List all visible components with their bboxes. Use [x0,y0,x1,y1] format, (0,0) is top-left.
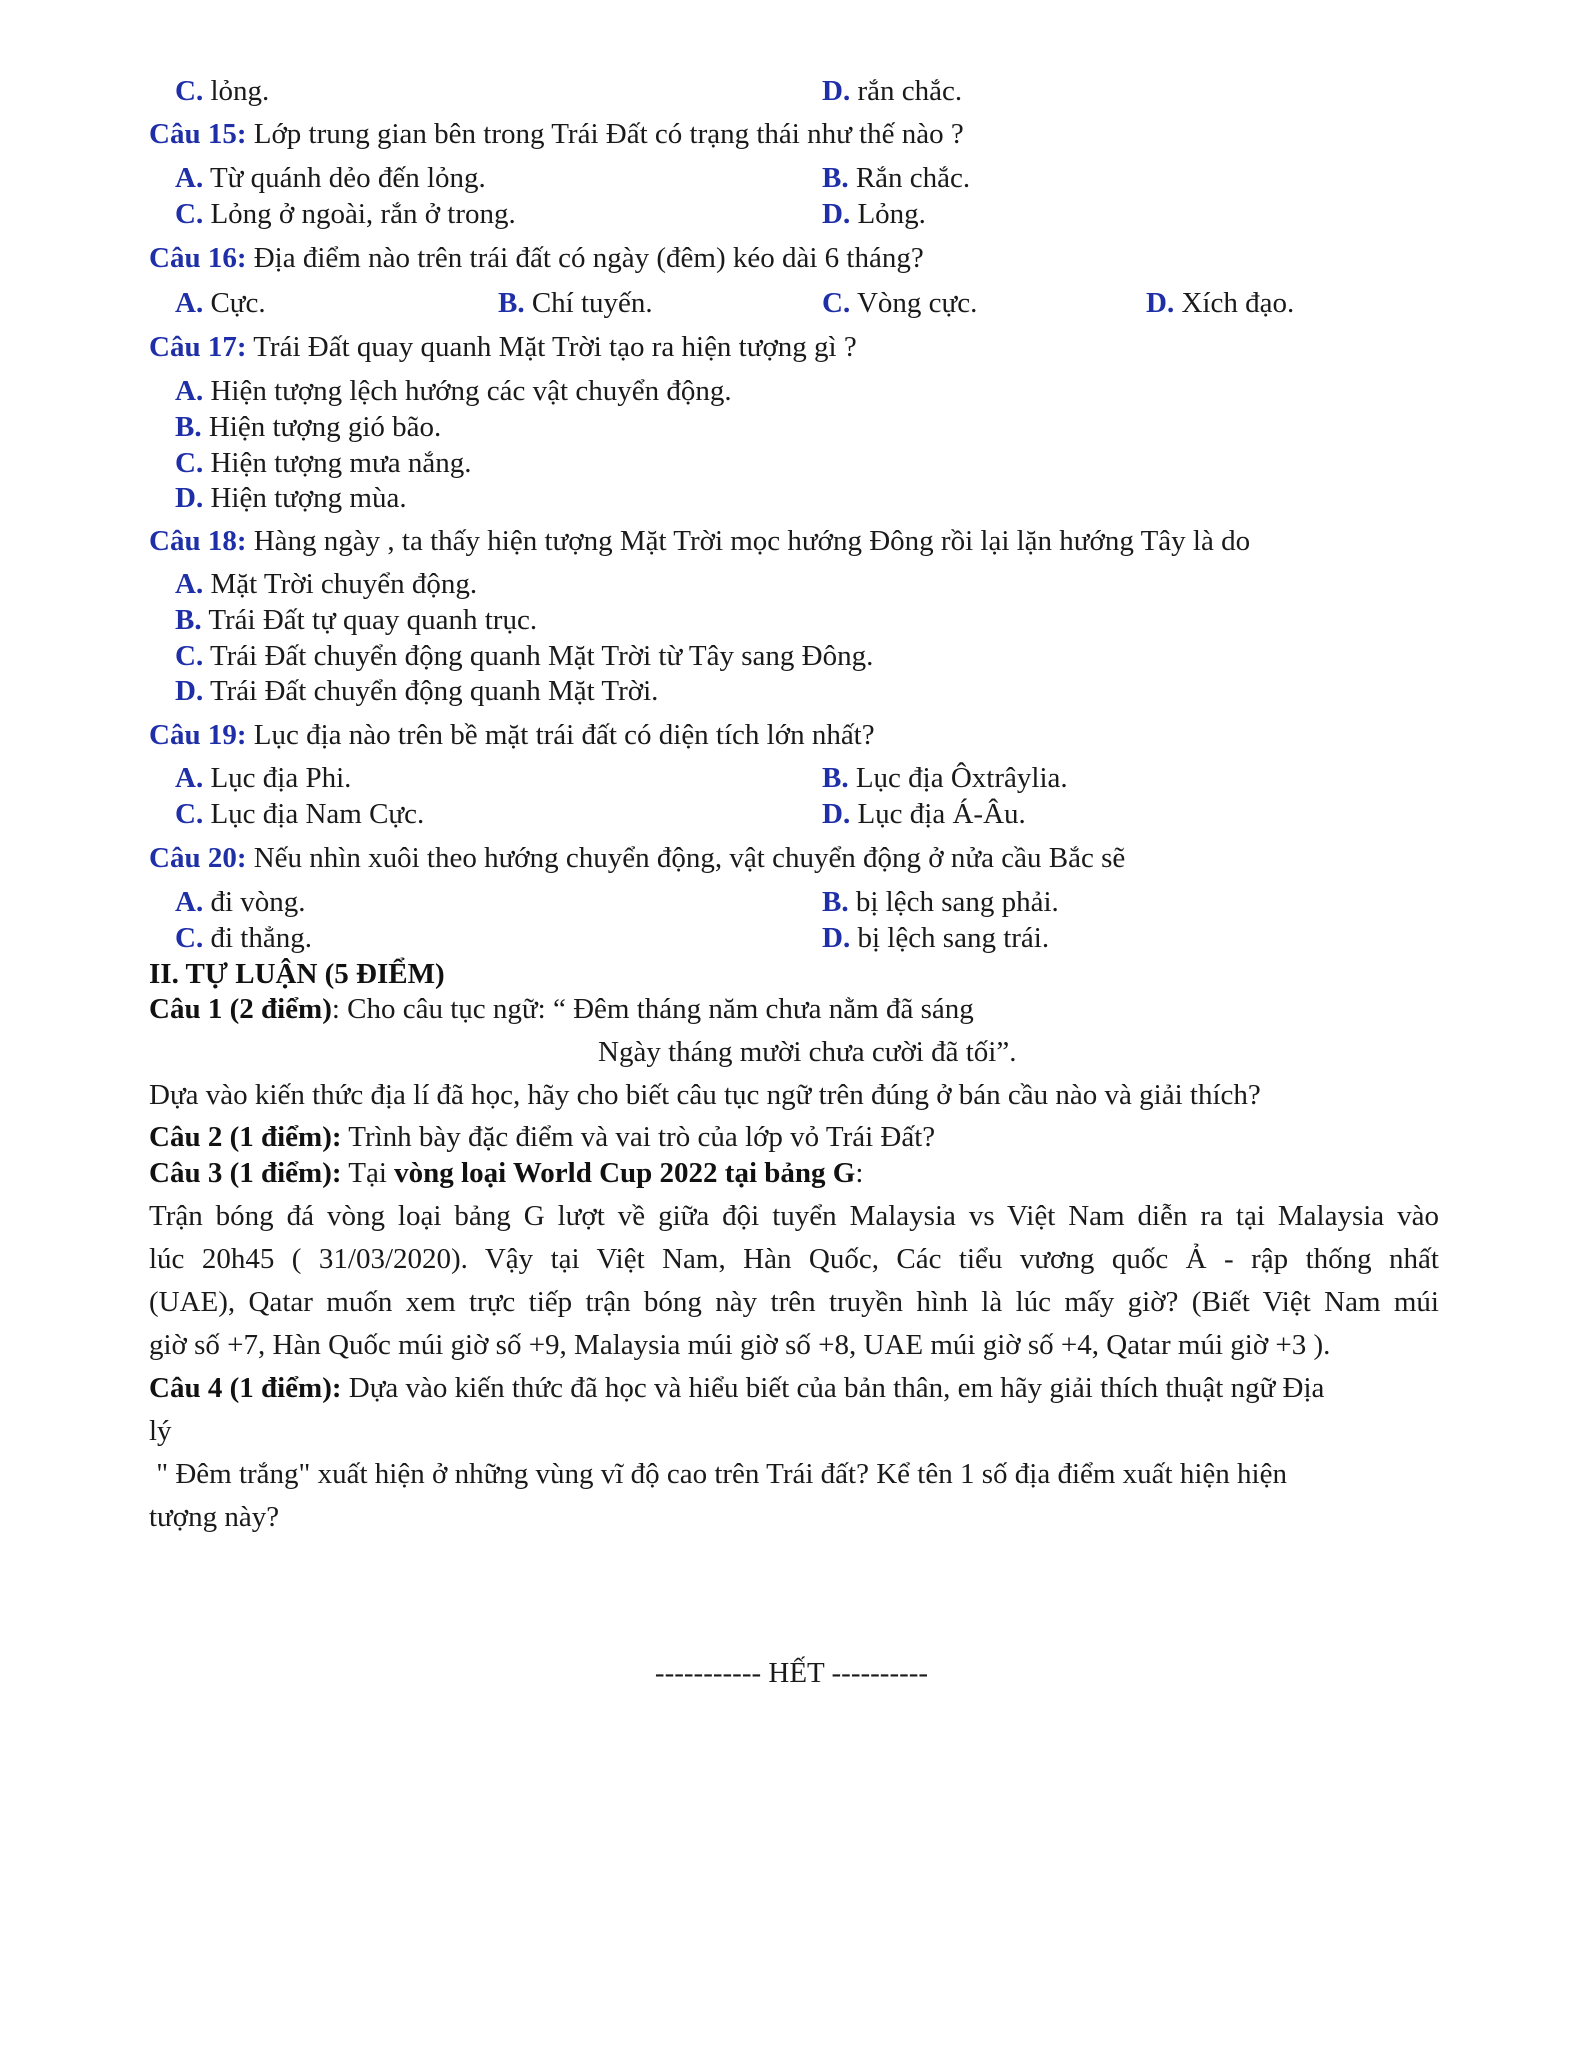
option-label: B. [175,604,202,636]
question-19 [149,717,875,753]
essay-3-paragraph-line-4: giờ số +7, Hàn Quốc múi giờ số +9, Malaysia múi giờ số +8, UAE múi giờ số +4, Qatar múi giờ +3 ). [149,1329,1331,1361]
essay-3-paragraph-line-3: (UAE), Qatar muốn xem trực tiếp trận bóng này trên truyền hình là lúc mấy giờ? (Biết Việt Nam múi [149,1286,1439,1318]
option-label: C. [175,640,204,672]
option-text: bị lệch sang trái. [857,922,1050,954]
question-18 [149,523,1250,559]
q16-option-b [498,285,653,321]
q15-option-b [822,160,970,196]
option-text: Trái Đất tự quay quanh trục. [208,604,538,636]
option-label: C. [822,287,851,319]
question-number: Câu 4 (1 điểm): [149,1372,342,1404]
option-label: D. [1146,287,1175,319]
q18-option-b [175,602,537,638]
option-text: Từ quánh dẻo đến lỏng. [209,162,486,194]
proverb-line-2: Ngày tháng mười chưa cười đã tối”. [598,1036,1017,1068]
option-label: A. [175,568,204,600]
option-text: Lục địa Phi. [210,762,352,794]
option-text: Cực. [210,287,266,319]
q18-option-c [175,638,873,674]
q15-option-a [175,160,486,196]
q14-option-c [175,73,269,109]
option-label: A. [175,162,204,194]
option-label: A. [175,287,204,319]
option-label: A. [175,886,204,918]
option-label: B. [822,762,849,794]
option-label: C. [175,447,204,479]
question-20 [149,840,1125,876]
option-text: đi thẳng. [210,922,312,954]
option-text: Hiện tượng mưa nắng. [210,447,472,479]
q15-option-c [175,196,516,232]
question-text: Lớp trung gian bên trong Trái Đất có trạng thái như thế nào ? [253,118,964,150]
question-number: Câu 17: [149,331,247,363]
question-text: Trái Đất quay quanh Mặt Trời tạo ra hiện tượng gì ? [253,331,857,363]
question-15 [149,116,964,152]
essay-3-paragraph-line-2: lúc 20h45 ( 31/03/2020). Vậy tại Việt Nam, Hàn Quốc, Các tiểu vương quốc Ả - rập thống nhất [149,1243,1439,1275]
q18-option-a [175,566,477,602]
option-label: C. [175,75,204,107]
option-label: D. [822,198,851,230]
option-label: C. [175,922,204,954]
question-number: Câu 2 (1 điểm): [149,1121,342,1153]
q17-option-a [175,373,732,409]
essay-3-paragraph-line-1: Trận bóng đá vòng loại bảng G lượt về giữa đội tuyển Malaysia vs Việt Nam diễn ra tại Malaysia vào [149,1200,1439,1232]
question-text: Hàng ngày , ta thấy hiện tượng Mặt Trời mọc hướng Đông rồi lại lặn hướng Tây là do [253,525,1251,557]
option-label: C. [175,198,204,230]
option-text: Mặt Trời chuyển động. [210,568,478,600]
question-text-post: : [855,1157,864,1189]
question-number: Câu 18: [149,525,247,557]
q14-option-d [822,73,962,109]
option-text: Hiện tượng mùa. [210,482,407,514]
option-text: Vòng cực. [856,287,978,319]
option-label: D. [175,482,204,514]
q17-option-c [175,445,471,481]
option-text: Hiện tượng lệch hướng các vật chuyển động. [210,375,732,407]
option-text: lỏng. [210,75,270,107]
question-number: Câu 3 (1 điểm): [149,1157,342,1189]
q19-option-b [822,760,1068,796]
option-text: rắn chắc. [857,75,963,107]
essay-4-line-3: " Đêm trắng" xuất hiện ở những vùng vĩ độ cao trên Trái đất? Kể tên 1 số địa điểm xuất hiện hiện [149,1458,1287,1490]
q17-option-d [175,480,407,516]
essay-question-1 [149,991,974,1027]
option-text: bị lệch sang phải. [855,886,1059,918]
option-label: A. [175,375,204,407]
option-label: B. [822,886,849,918]
question-number: Câu 15: [149,118,247,150]
q18-option-d [175,673,658,709]
q19-option-a [175,760,351,796]
question-text: Nếu nhìn xuôi theo hướng chuyển động, vật chuyển động ở nửa cầu Bắc sẽ [253,842,1126,874]
section-heading: II. TỰ LUẬN (5 ĐIỂM) [149,958,445,990]
option-text: đi vòng. [210,886,306,918]
option-text: Lỏng ở ngoài, rắn ở trong. [210,198,516,230]
option-text: Lỏng. [857,198,926,230]
q19-option-d [822,796,1026,832]
option-text: Trái Đất chuyển động quanh Mặt Trời từ Tây sang Đông. [209,640,874,672]
option-text: Chí tuyến. [531,287,653,319]
option-text: Trái Đất chuyển động quanh Mặt Trời. [209,675,659,707]
question-text-bold: vòng loại World Cup 2022 tại bảng G [394,1157,856,1189]
question-number: Câu 1 (2 điểm) [149,993,332,1025]
q16-option-d [1146,285,1294,321]
question-text: Dựa vào kiến thức đã học và hiểu biết của bản thân, em hãy giải thích thuật ngữ Địa [348,1372,1325,1404]
q20-option-a [175,884,306,920]
option-text: Lục địa Nam Cực. [210,798,425,830]
option-label: D. [822,798,851,830]
option-text: Xích đạo. [1181,287,1295,319]
end-marker: ----------- HẾT ---------- [654,1657,929,1689]
option-label: D. [175,675,204,707]
question-number: Câu 20: [149,842,247,874]
option-label: D. [822,922,851,954]
question-text: Trình bày đặc điểm và vai trò của lớp vỏ Trái Đất? [348,1121,936,1153]
q16-option-c [822,285,977,321]
q20-option-b [822,884,1059,920]
question-text: : Cho câu tục ngữ: “ Đêm tháng năm chưa nằm đã sáng [331,993,974,1025]
option-label: D. [822,75,851,107]
question-text-pre: Tại [348,1157,395,1189]
q17-option-b [175,409,441,445]
option-label: B. [498,287,525,319]
option-text: Rắn chắc. [855,162,971,194]
option-text: Lục địa Ôxtrâylia. [855,762,1068,794]
q16-option-a [175,285,266,321]
essay-question-2 [149,1119,935,1155]
option-text: Hiện tượng gió bão. [208,411,442,443]
essay-question-3 [149,1155,863,1191]
question-number: Câu 16: [149,242,247,274]
q20-option-d [822,920,1049,956]
question-16 [149,240,924,276]
essay-4-line-2: lý [149,1415,172,1447]
option-label: B. [175,411,202,443]
essay-4-line-4: tượng này? [149,1501,280,1533]
question-text: Lục địa nào trên bề mặt trái đất có diện tích lớn nhất? [253,719,875,751]
question-17 [149,329,857,365]
option-text: Lục địa Á-Âu. [857,798,1026,830]
essay-question-4 [149,1370,1324,1406]
option-label: A. [175,762,204,794]
q20-option-c [175,920,312,956]
question-number: Câu 19: [149,719,247,751]
q15-option-d [822,196,926,232]
essay-question-1-prompt: Dựa vào kiến thức địa lí đã học, hãy cho biết câu tục ngữ trên đúng ở bán cầu nào và giải thích? [149,1079,1261,1111]
question-text: Địa điểm nào trên trái đất có ngày (đêm) kéo dài 6 tháng? [253,242,924,274]
q19-option-c [175,796,424,832]
option-label: C. [175,798,204,830]
option-label: B. [822,162,849,194]
